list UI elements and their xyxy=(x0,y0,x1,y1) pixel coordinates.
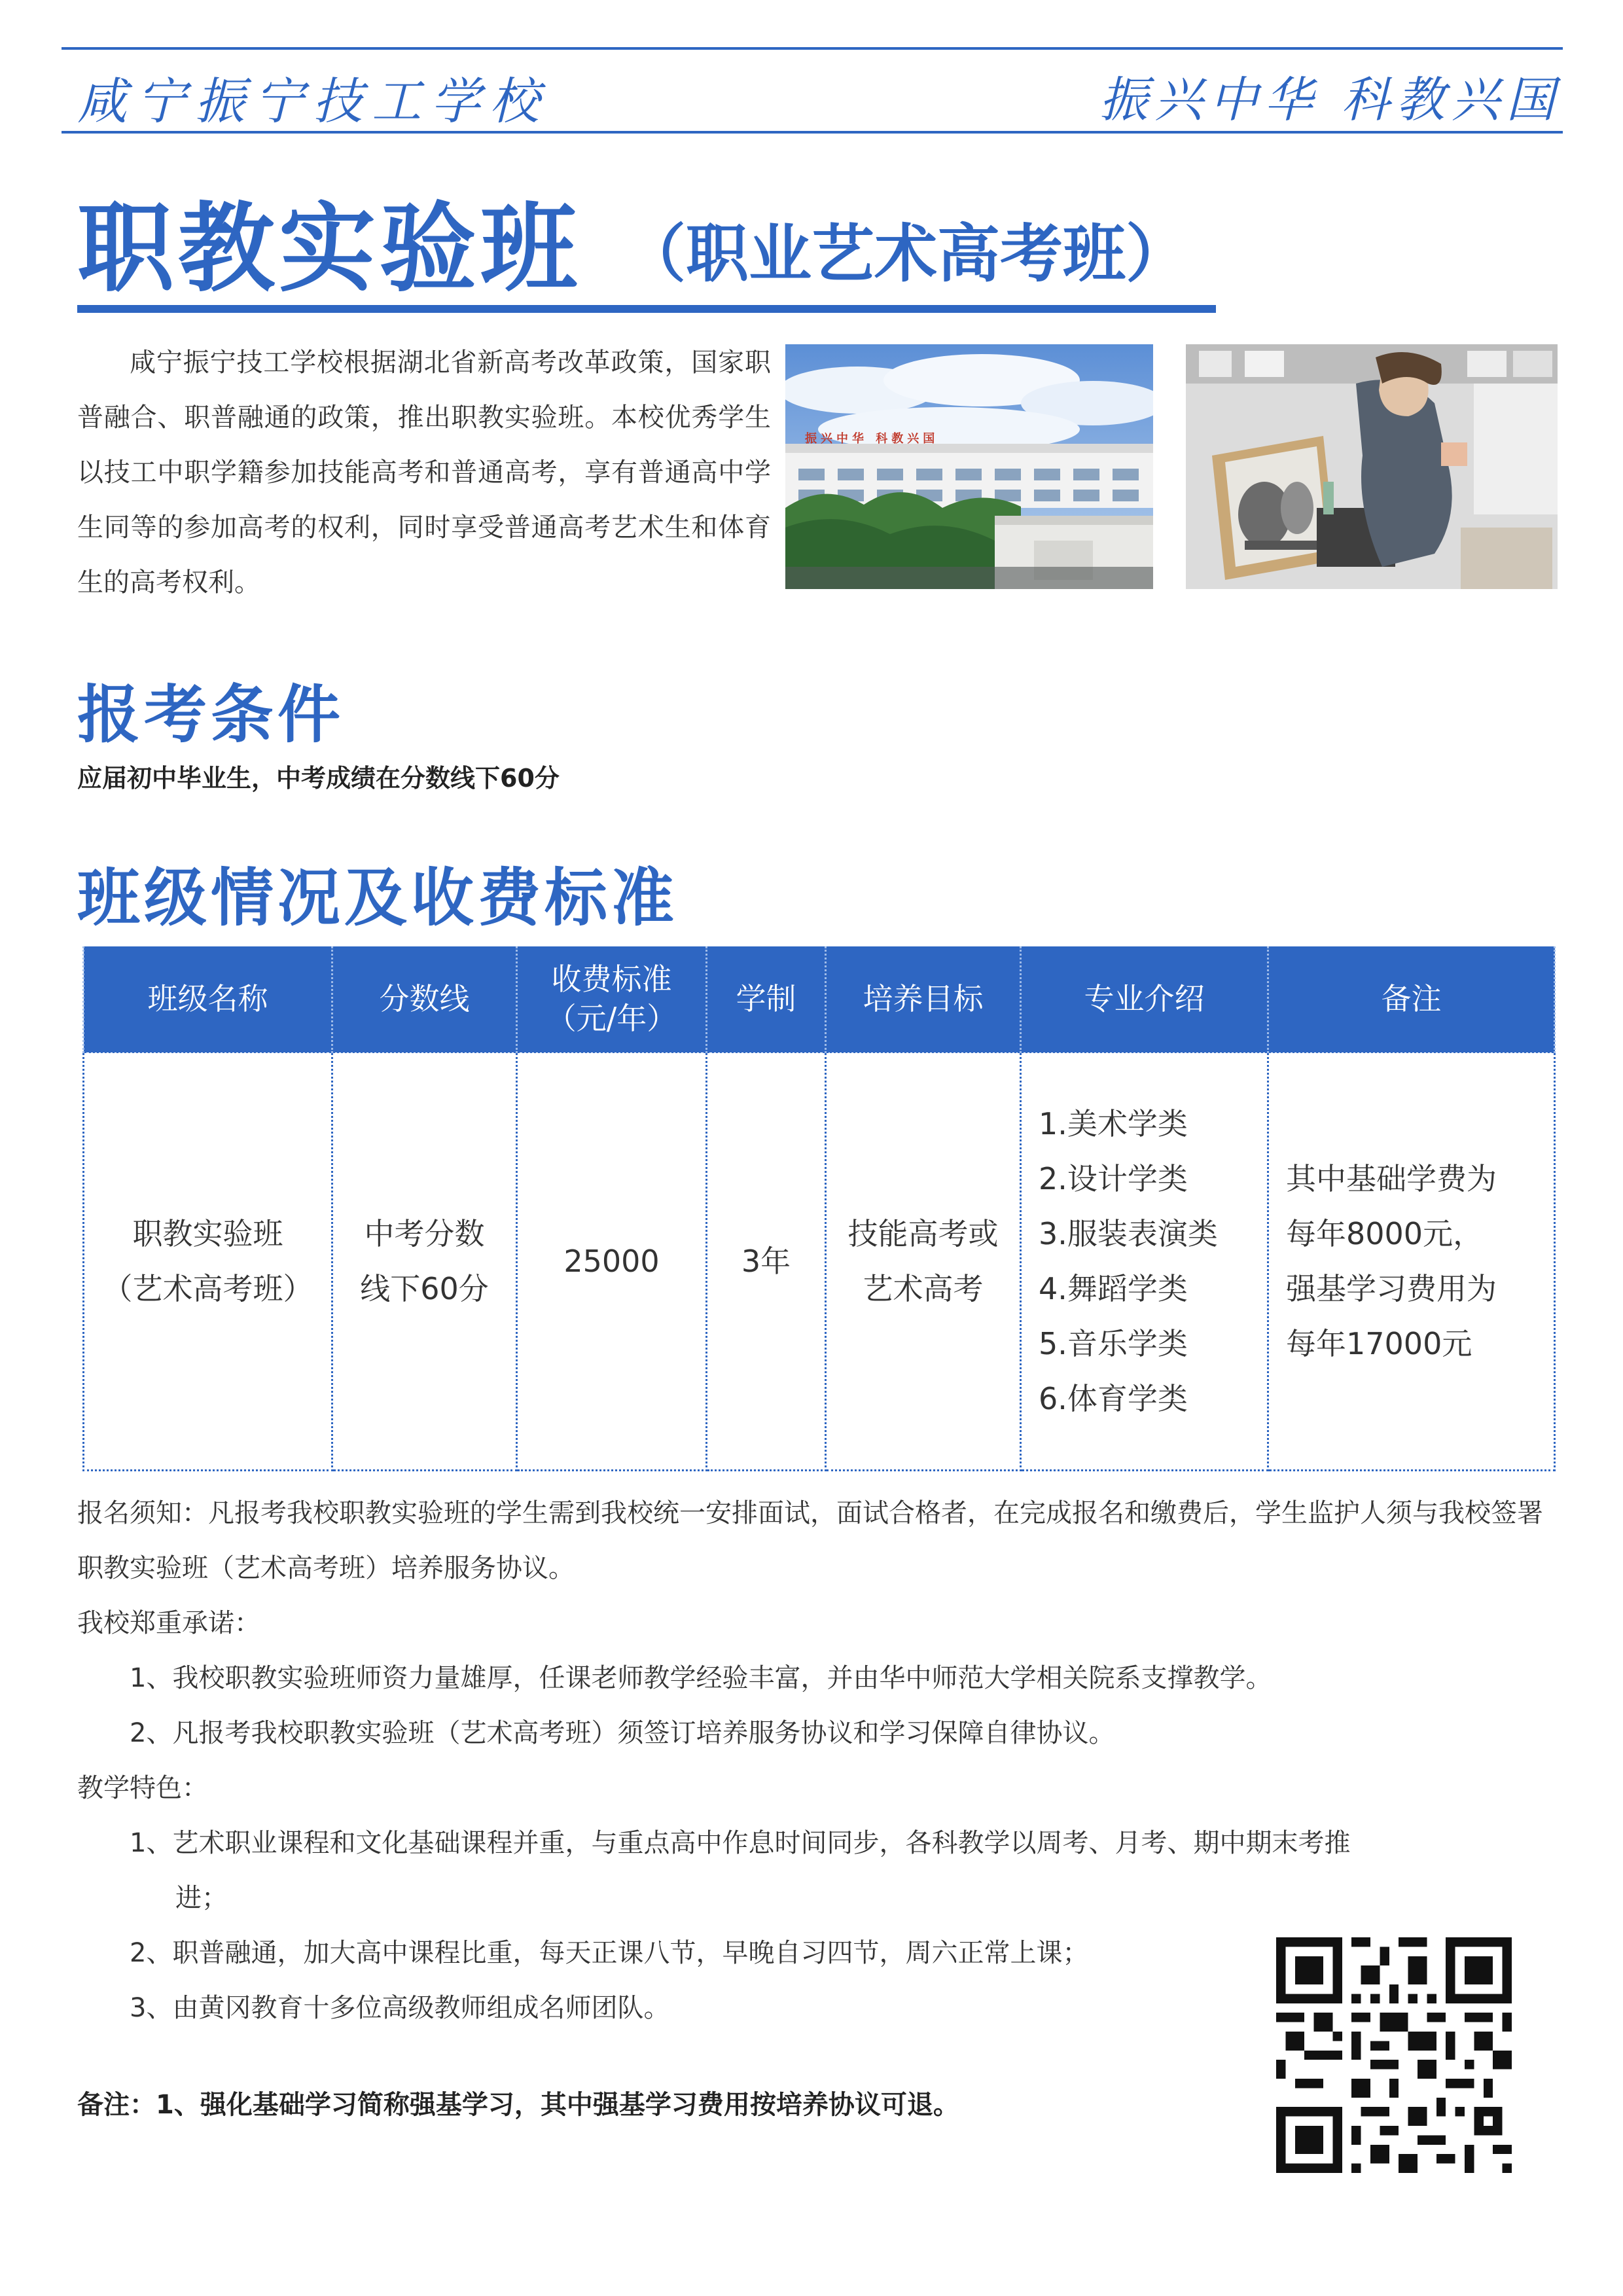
fee-table xyxy=(82,946,1556,1471)
feature-item-continued: 进； xyxy=(175,1883,228,1913)
page-title: 职教实验班 xyxy=(77,192,581,305)
cell-goal xyxy=(826,1052,1021,1471)
header-bottom-rule xyxy=(62,131,1563,134)
remark-line: 强基学习费用为 xyxy=(1286,1271,1497,1306)
fee-table-header-row xyxy=(84,946,1555,1052)
page-subtitle: （职业艺术高考班） xyxy=(623,217,1188,291)
features-heading: 教学特色： xyxy=(77,1773,208,1803)
remark-line: 其中基础学费为 xyxy=(1286,1161,1497,1196)
score-line-line: 中考分数 xyxy=(364,1216,485,1251)
art-student-illustration xyxy=(1186,344,1558,589)
major-item: 6.体育学类 xyxy=(1039,1381,1188,1416)
major-item: 5.音乐学类 xyxy=(1039,1326,1188,1361)
conditions-text: 应届初中毕业生，中考成绩在分数线下60分 xyxy=(77,764,560,793)
art-student-photo xyxy=(1186,344,1558,589)
col-header-years: 学制 xyxy=(707,946,826,1052)
class-name-line: 职教实验班 xyxy=(132,1216,283,1251)
major-item: 2.设计学类 xyxy=(1039,1161,1188,1196)
remark-line: 每年8000元， xyxy=(1286,1216,1484,1251)
remark-line: 每年17000元 xyxy=(1286,1326,1472,1361)
building-sign-text: 振兴中华 科教兴国 xyxy=(805,432,939,446)
feature-item: 1、艺术职业课程和文化基础课程并重，与重点高中作息时间同步，各科教学以周考、月考、期中期末考推 xyxy=(130,1828,1351,1858)
feature-item: 2、职普融通，加大高中课程比重，每天正课八节，早晚自习四节，周六正常上课； xyxy=(130,1938,1089,1968)
col-header-goal: 培养目标 xyxy=(826,946,1021,1052)
col-header-majors: 专业介绍 xyxy=(1021,946,1268,1052)
conditions-heading: 报考条件 xyxy=(77,678,344,751)
fees-heading: 班级情况及收费标准 xyxy=(77,861,678,935)
cell-class-name xyxy=(84,1052,332,1471)
table-row xyxy=(84,1052,1555,1471)
cell-years: 3年 xyxy=(707,1052,826,1471)
col-header-remark: 备注 xyxy=(1268,946,1555,1052)
cell-score-line xyxy=(332,1052,517,1471)
title-underline xyxy=(77,305,1216,313)
intro-paragraph: 咸宁振宁技工学校根据湖北省新高考改革政策，国家职普融合、职普融通的政策，推出职教实验班。本校优秀学生以技工中职学籍参加技能高考和普通高考，享有普通高中学生同等的参加高考的权利，同时享受普通高考艺术生和体育生的高考权利。 xyxy=(77,348,771,598)
header-top-rule xyxy=(62,47,1563,50)
major-item: 3.服装表演类 xyxy=(1039,1216,1218,1251)
promise-item: 1、我校职教实验班师资力量雄厚，任课老师教学经验丰富，并由华中师范大学相关院系支撑教学。 xyxy=(130,1663,1272,1693)
class-name-line: （艺术高考班） xyxy=(102,1271,313,1306)
cell-fee: 25000 xyxy=(517,1052,707,1471)
slogan-calligraphy: 振兴中华 科教兴国 xyxy=(1099,72,1561,128)
goal-line: 艺术高考 xyxy=(863,1271,984,1306)
registration-notice: 报名须知：凡报考我校职教实验班的学生需到我校统一安排面试，面试合格者，在完成报名和缴费后，学生监护人须与我校签署职教实验班（艺术高考班）培养服务协议。 xyxy=(77,1498,1543,1583)
col-header-fee: 收费标准 （元/年） xyxy=(517,946,707,1052)
major-item: 1.美术学类 xyxy=(1039,1106,1188,1141)
promise-heading: 我校郑重承诺： xyxy=(77,1608,260,1638)
col-header-score-line: 分数线 xyxy=(332,946,517,1052)
col-header-class-name: 班级名称 xyxy=(84,946,332,1052)
footer-remark: 备注：1、强化基础学习简称强基学习，其中强基学习费用按培养协议可退。 xyxy=(77,2090,959,2120)
score-line-line: 线下60分 xyxy=(360,1271,489,1306)
cell-majors xyxy=(1021,1052,1268,1471)
campus-building-illustration xyxy=(785,344,1153,589)
campus-building-photo xyxy=(785,344,1153,589)
qr-code[interactable] xyxy=(1276,1937,1512,2173)
promise-item: 2、凡报考我校职教实验班（艺术高考班）须签订培养服务协议和学习保障自律协议。 xyxy=(130,1718,1115,1748)
goal-line: 技能高考或 xyxy=(847,1216,999,1251)
feature-item: 3、由黄冈教育十多位高级教师组成名师团队。 xyxy=(130,1993,670,2023)
school-name-calligraphy: 咸宁振宁技工学校 xyxy=(77,72,548,130)
major-item: 4.舞蹈学类 xyxy=(1039,1271,1188,1306)
cell-remark xyxy=(1268,1052,1555,1471)
